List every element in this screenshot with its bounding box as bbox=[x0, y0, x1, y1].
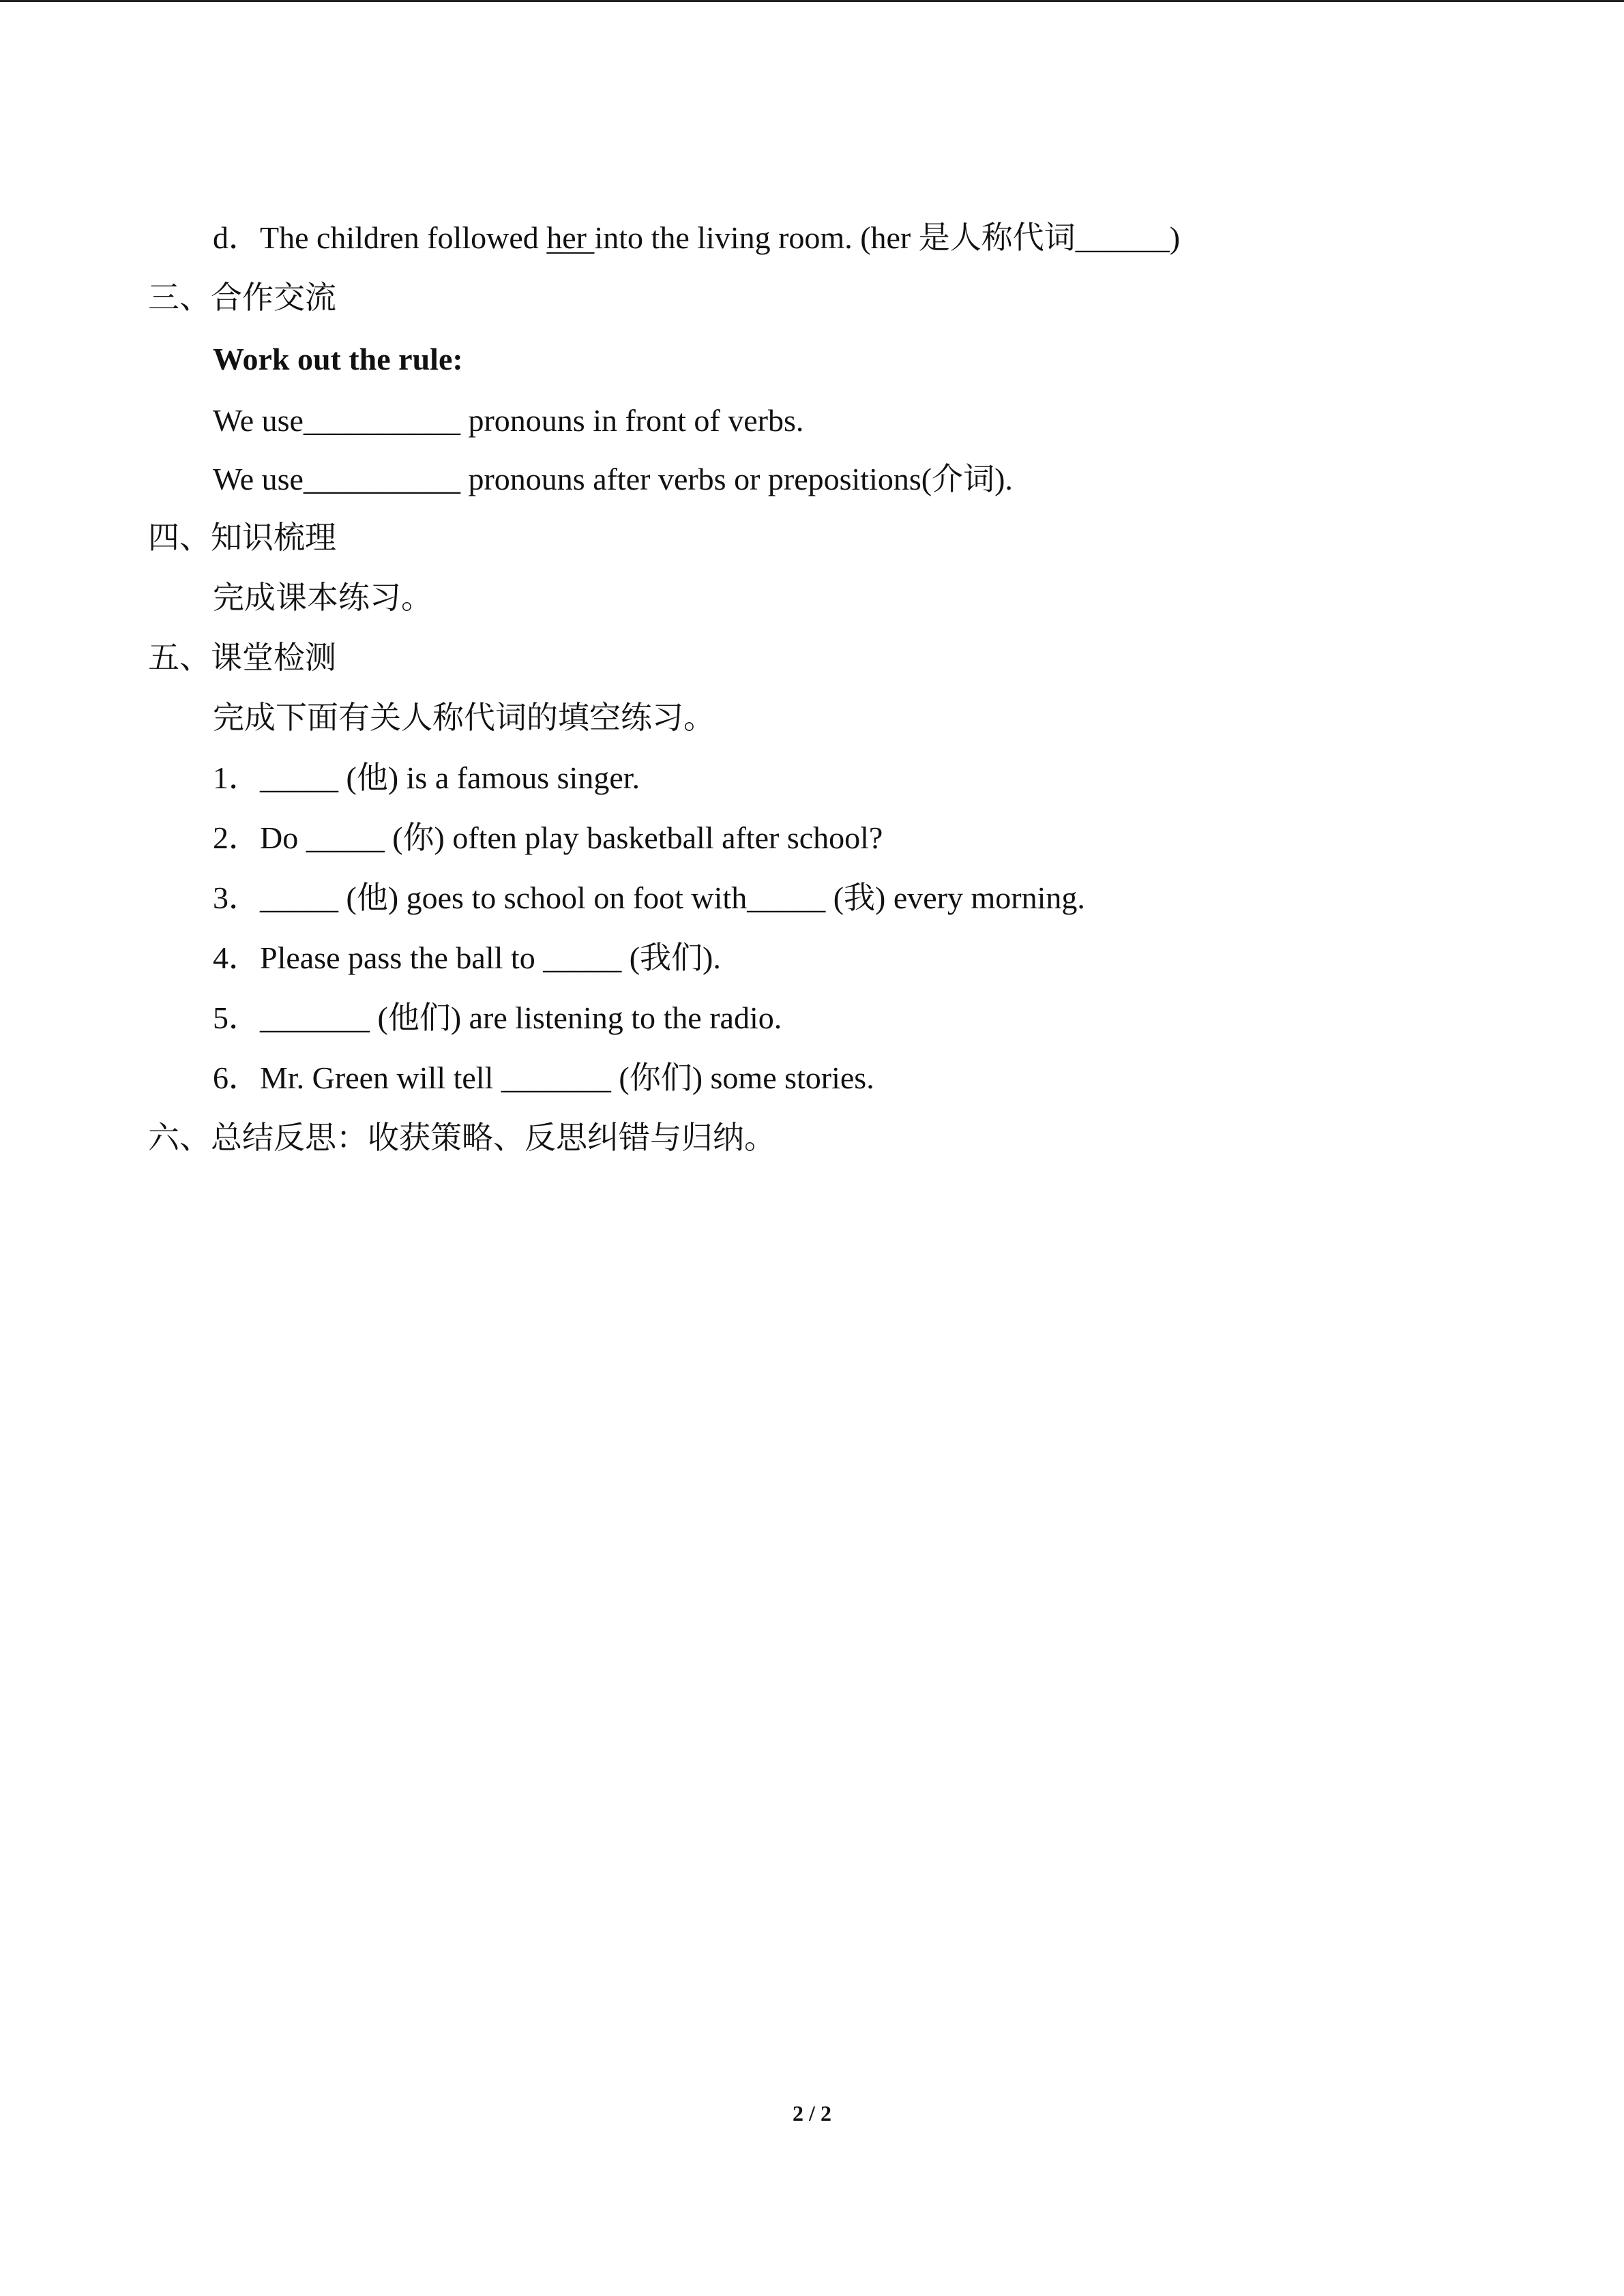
rule-line-1: We use__________ pronouns in front of verbs. bbox=[213, 403, 804, 438]
section-5-heading: 五、课堂检测 bbox=[148, 640, 336, 675]
rule-line-2: We use__________ pronouns after verbs or prepositions(介词). bbox=[213, 462, 1013, 496]
section-6-heading: 六、总结反思：收获策略、反思纠错与归纳。 bbox=[148, 1120, 776, 1155]
question-6: 6．Mr. Green will tell _______ (你们) some stories. bbox=[213, 1060, 874, 1095]
item-d-underlined-word: her bbox=[546, 220, 595, 255]
item-d-suffix: into the living room. (her 是人称代词______) bbox=[594, 220, 1181, 255]
question-4: 4．Please pass the ball to _____ (我们). bbox=[213, 940, 721, 975]
section-3-heading: 三、合作交流 bbox=[148, 280, 336, 315]
section-4-heading: 四、知识梳理 bbox=[148, 520, 336, 555]
rule-heading: Work out the rule: bbox=[213, 342, 463, 376]
question-1: 1．_____ (他) is a famous singer. bbox=[213, 760, 640, 795]
question-5: 5．_______ (他们) are listening to the radio. bbox=[213, 1000, 782, 1035]
page-number: 2 / 2 bbox=[793, 2101, 831, 2126]
question-3: 3．_____ (他) goes to school on foot with_____ (我) every morning. bbox=[213, 880, 1085, 915]
section-5-intro: 完成下面有关人称代词的填空练习。 bbox=[213, 700, 715, 735]
item-d-prefix: d．The children followed bbox=[213, 220, 547, 255]
question-2: 2．Do _____ (你) often play basketball after school? bbox=[213, 820, 883, 855]
section-4-body: 完成课本练习。 bbox=[213, 580, 432, 615]
exercise-item-d bbox=[213, 218, 1180, 258]
